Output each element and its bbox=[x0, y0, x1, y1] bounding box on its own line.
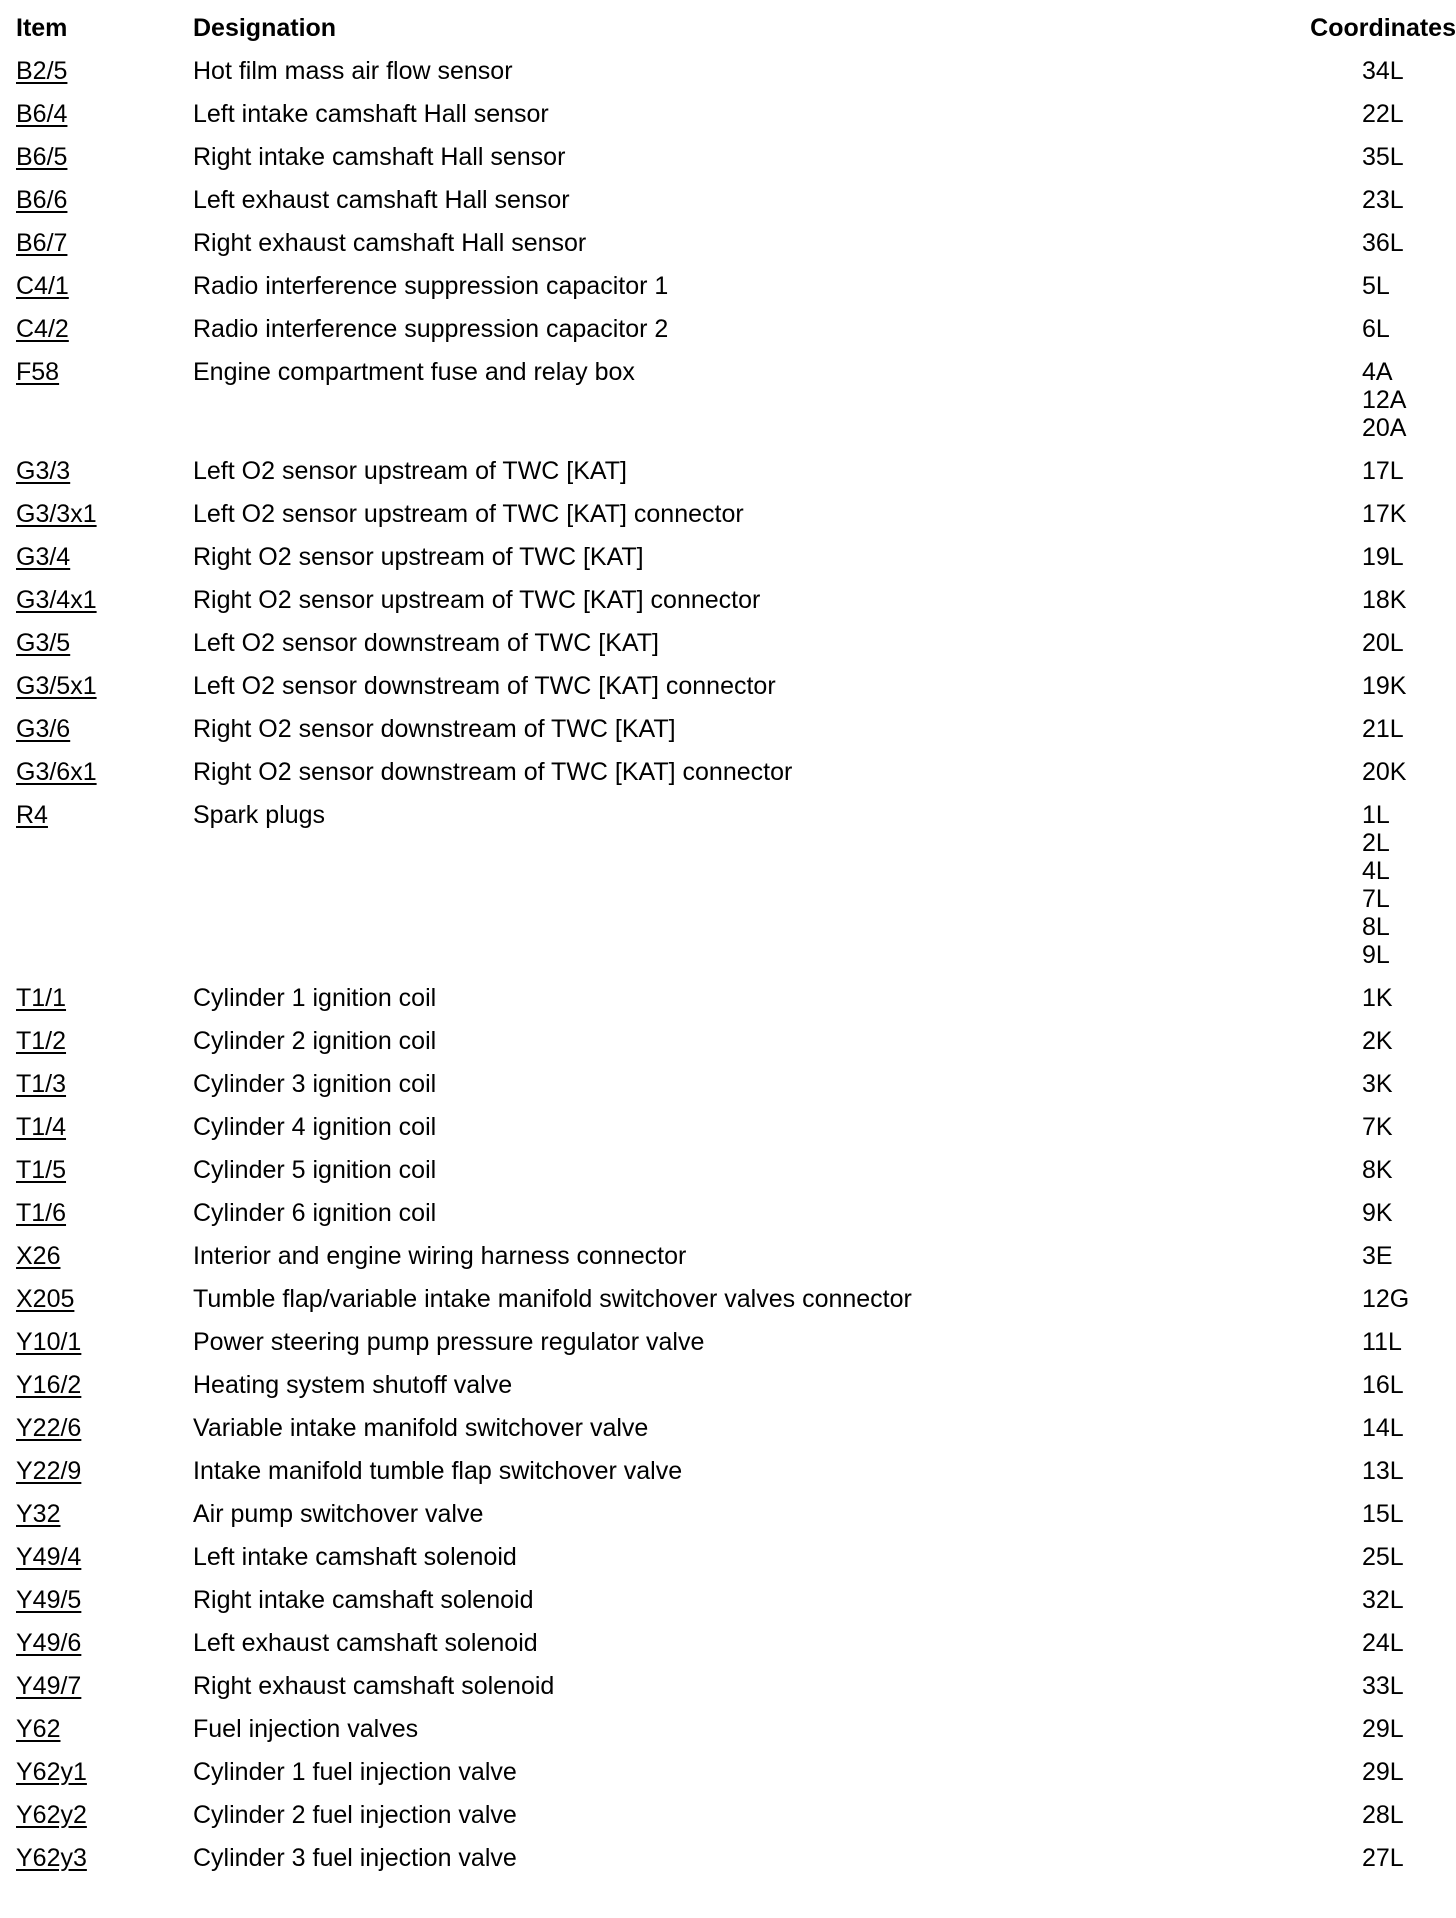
coordinate-value: 14L bbox=[1362, 1414, 1404, 1442]
coordinates-cell bbox=[1300, 586, 1456, 629]
item-cell bbox=[0, 586, 193, 629]
coordinate-value: 6L bbox=[1362, 315, 1390, 343]
item-link[interactable]: Y62y1 bbox=[16, 1758, 87, 1786]
item-link[interactable]: B2/5 bbox=[16, 57, 68, 85]
designation-cell: Spark plugs bbox=[193, 801, 326, 829]
designation-cell: Left exhaust camshaft solenoid bbox=[193, 1629, 538, 1657]
table-row bbox=[0, 143, 1456, 186]
table-row bbox=[0, 457, 1456, 500]
coordinate-value: 2L bbox=[1362, 829, 1390, 857]
item-cell bbox=[0, 1027, 193, 1070]
table-row bbox=[0, 1199, 1456, 1242]
table-row bbox=[0, 1629, 1456, 1672]
table-row bbox=[0, 500, 1456, 543]
designation-cell: Radio interference suppression capacitor 1 bbox=[193, 272, 669, 300]
coordinate-value: 20L bbox=[1362, 629, 1404, 657]
coordinate-value: 4L bbox=[1362, 857, 1390, 885]
item-link[interactable]: G3/6 bbox=[16, 715, 71, 743]
designation-cell: Power steering pump pressure regulator valve bbox=[193, 1328, 705, 1356]
coordinate-value: 1K bbox=[1362, 984, 1393, 1012]
coordinate-value: 22L bbox=[1362, 100, 1404, 128]
item-cell bbox=[0, 715, 193, 758]
coordinate-value: 4A bbox=[1362, 358, 1393, 386]
designation-cell: Cylinder 3 fuel injection valve bbox=[193, 1844, 517, 1872]
table-row bbox=[0, 1543, 1456, 1586]
item-cell bbox=[0, 315, 193, 358]
item-cell bbox=[0, 1070, 193, 1113]
designation-cell: Radio interference suppression capacitor 2 bbox=[193, 315, 669, 343]
item-link[interactable]: Y49/4 bbox=[16, 1543, 82, 1571]
coordinates-cell bbox=[1300, 1500, 1456, 1543]
item-link[interactable]: T1/6 bbox=[16, 1199, 67, 1227]
designation-cell: Left O2 sensor upstream of TWC [KAT] connector bbox=[193, 500, 744, 528]
designation-cell: Right intake camshaft solenoid bbox=[193, 1586, 534, 1614]
coordinates-cell bbox=[1300, 801, 1456, 984]
designation-cell: Cylinder 5 ignition coil bbox=[193, 1156, 437, 1184]
coordinate-value: 20A bbox=[1362, 414, 1407, 442]
designation-cell: Right intake camshaft Hall sensor bbox=[193, 143, 566, 171]
coordinates-cell bbox=[1300, 1285, 1456, 1328]
coordinate-value: 25L bbox=[1362, 1543, 1404, 1571]
designation-cell: Right O2 sensor upstream of TWC [KAT] bbox=[193, 543, 644, 571]
item-link[interactable]: X205 bbox=[16, 1285, 75, 1313]
item-cell bbox=[0, 57, 193, 100]
coordinates-cell bbox=[1300, 1070, 1456, 1113]
table-row bbox=[0, 57, 1456, 100]
item-cell bbox=[0, 1844, 193, 1887]
item-cell bbox=[0, 1543, 193, 1586]
table-row bbox=[0, 1113, 1456, 1156]
table-row bbox=[0, 358, 1456, 457]
item-link[interactable]: G3/5 bbox=[16, 629, 71, 657]
item-link[interactable]: Y10/1 bbox=[16, 1328, 82, 1356]
designation-cell: Cylinder 6 ignition coil bbox=[193, 1199, 437, 1227]
item-cell bbox=[0, 186, 193, 229]
coordinate-value: 29L bbox=[1362, 1715, 1404, 1743]
item-link[interactable]: B6/6 bbox=[16, 186, 68, 214]
coordinate-value: 23L bbox=[1362, 186, 1404, 214]
item-link[interactable]: G3/5x1 bbox=[16, 672, 97, 700]
table-row bbox=[0, 984, 1456, 1027]
coordinates-cell bbox=[1300, 1371, 1456, 1414]
item-cell bbox=[0, 1328, 193, 1371]
item-cell bbox=[0, 1113, 193, 1156]
item-cell bbox=[0, 500, 193, 543]
table-row bbox=[0, 1156, 1456, 1199]
designation-cell: Right O2 sensor upstream of TWC [KAT] connector bbox=[193, 586, 761, 614]
coordinate-value: 8L bbox=[1362, 913, 1390, 941]
designation-cell: Left intake camshaft solenoid bbox=[193, 1543, 517, 1571]
designation-cell: Left exhaust camshaft Hall sensor bbox=[193, 186, 570, 214]
coordinate-value: 9K bbox=[1362, 1199, 1393, 1227]
item-cell bbox=[0, 100, 193, 143]
item-link[interactable]: T1/1 bbox=[16, 984, 67, 1012]
coordinate-value: 20K bbox=[1362, 758, 1407, 786]
item-cell bbox=[0, 758, 193, 801]
designation-cell: Cylinder 2 fuel injection valve bbox=[193, 1801, 517, 1829]
item-cell bbox=[0, 143, 193, 186]
item-link[interactable]: Y49/7 bbox=[16, 1672, 82, 1700]
coordinates-cell bbox=[1300, 672, 1456, 715]
coordinate-value: 24L bbox=[1362, 1629, 1404, 1657]
table-row bbox=[0, 1844, 1456, 1887]
coordinate-value: 33L bbox=[1362, 1672, 1404, 1700]
coordinate-value: 12A bbox=[1362, 386, 1407, 414]
table-row bbox=[0, 1328, 1456, 1371]
item-cell bbox=[0, 1414, 193, 1457]
coordinate-value: 17K bbox=[1362, 500, 1407, 528]
item-cell bbox=[0, 1629, 193, 1672]
coordinate-value: 8K bbox=[1362, 1156, 1393, 1184]
coordinates-cell bbox=[1300, 1457, 1456, 1500]
coordinates-cell bbox=[1300, 1801, 1456, 1844]
coordinates-cell bbox=[1300, 1672, 1456, 1715]
coordinate-value: 16L bbox=[1362, 1371, 1404, 1399]
designation-cell: Cylinder 1 ignition coil bbox=[193, 984, 437, 1012]
designation-cell: Cylinder 4 ignition coil bbox=[193, 1113, 437, 1141]
item-cell bbox=[0, 801, 193, 984]
item-cell bbox=[0, 1242, 193, 1285]
coordinate-value: 15L bbox=[1362, 1500, 1404, 1528]
table-row bbox=[0, 672, 1456, 715]
table-row bbox=[0, 1242, 1456, 1285]
item-link[interactable]: R4 bbox=[16, 801, 48, 829]
coordinates-cell bbox=[1300, 1629, 1456, 1672]
item-link[interactable]: F58 bbox=[16, 358, 60, 386]
item-link[interactable]: B6/7 bbox=[16, 229, 68, 257]
coordinates-column-header: Coordinates bbox=[1310, 14, 1456, 42]
coordinates-cell bbox=[1300, 500, 1456, 543]
item-cell bbox=[0, 1156, 193, 1199]
coordinate-value: 13L bbox=[1362, 1457, 1404, 1485]
item-link[interactable]: Y16/2 bbox=[16, 1371, 82, 1399]
coordinates-cell bbox=[1300, 1328, 1456, 1371]
table-row bbox=[0, 100, 1456, 143]
coordinate-value: 29L bbox=[1362, 1758, 1404, 1786]
table-row bbox=[0, 1371, 1456, 1414]
item-link[interactable]: Y22/6 bbox=[16, 1414, 82, 1442]
item-link[interactable]: T1/4 bbox=[16, 1113, 67, 1141]
item-link[interactable]: T1/2 bbox=[16, 1027, 67, 1055]
table-row bbox=[0, 1801, 1456, 1844]
item-column-header: Item bbox=[16, 14, 68, 42]
item-link[interactable]: G3/3x1 bbox=[16, 500, 97, 528]
item-cell bbox=[0, 1285, 193, 1328]
designation-cell: Intake manifold tumble flap switchover valve bbox=[193, 1457, 683, 1485]
item-cell bbox=[0, 1586, 193, 1629]
table-row bbox=[0, 1758, 1456, 1801]
item-link[interactable]: Y62y2 bbox=[16, 1801, 87, 1829]
coordinates-cell bbox=[1300, 543, 1456, 586]
designation-cell: Right exhaust camshaft solenoid bbox=[193, 1672, 555, 1700]
item-cell bbox=[0, 984, 193, 1027]
coordinate-value: 17L bbox=[1362, 457, 1404, 485]
coordinates-cell bbox=[1300, 1543, 1456, 1586]
coordinates-cell bbox=[1300, 715, 1456, 758]
coordinates-cell bbox=[1300, 758, 1456, 801]
table-row bbox=[0, 1715, 1456, 1758]
table-row bbox=[0, 1027, 1456, 1070]
table-row bbox=[0, 1285, 1456, 1328]
coordinate-value: 11L bbox=[1362, 1328, 1402, 1356]
legend-rows bbox=[0, 57, 1456, 1887]
item-link[interactable]: B6/4 bbox=[16, 100, 68, 128]
item-cell bbox=[0, 1715, 193, 1758]
designation-cell: Variable intake manifold switchover valve bbox=[193, 1414, 649, 1442]
coordinates-cell bbox=[1300, 1586, 1456, 1629]
coordinates-cell bbox=[1300, 186, 1456, 229]
designation-cell: Left O2 sensor downstream of TWC [KAT] connector bbox=[193, 672, 776, 700]
table-row bbox=[0, 1414, 1456, 1457]
item-link[interactable]: G3/4 bbox=[16, 543, 71, 571]
coordinates-cell bbox=[1300, 1199, 1456, 1242]
designation-cell: Engine compartment fuse and relay box bbox=[193, 358, 635, 386]
coordinates-cell bbox=[1300, 1715, 1456, 1758]
coordinate-value: 27L bbox=[1362, 1844, 1404, 1872]
coordinate-value: 36L bbox=[1362, 229, 1404, 257]
coordinate-value: 3E bbox=[1362, 1242, 1393, 1270]
coordinates-cell bbox=[1300, 457, 1456, 500]
item-cell bbox=[0, 629, 193, 672]
item-link[interactable]: Y49/5 bbox=[16, 1586, 82, 1614]
header-row bbox=[0, 0, 1456, 57]
coordinates-cell bbox=[1300, 143, 1456, 186]
coordinate-value: 28L bbox=[1362, 1801, 1404, 1829]
designation-cell: Air pump switchover valve bbox=[193, 1500, 484, 1528]
coordinates-cell bbox=[1300, 1758, 1456, 1801]
item-cell bbox=[0, 1758, 193, 1801]
designation-cell: Interior and engine wiring harness connector bbox=[193, 1242, 687, 1270]
table-row bbox=[0, 586, 1456, 629]
coordinate-value: 35L bbox=[1362, 143, 1404, 171]
coordinates-cell bbox=[1300, 272, 1456, 315]
coordinate-value: 21L bbox=[1362, 715, 1404, 743]
item-link[interactable]: X26 bbox=[16, 1242, 61, 1270]
coordinate-value: 12G bbox=[1362, 1285, 1410, 1313]
designation-cell: Hot film mass air flow sensor bbox=[193, 57, 513, 85]
coordinates-cell bbox=[1300, 229, 1456, 272]
coordinates-cell bbox=[1300, 1844, 1456, 1887]
coordinate-value: 18K bbox=[1362, 586, 1407, 614]
item-cell bbox=[0, 1199, 193, 1242]
item-cell bbox=[0, 272, 193, 315]
coordinates-cell bbox=[1300, 358, 1456, 457]
table-row bbox=[0, 315, 1456, 358]
item-link[interactable]: Y62 bbox=[16, 1715, 61, 1743]
table-row bbox=[0, 1070, 1456, 1113]
table-row bbox=[0, 1500, 1456, 1543]
coordinates-cell bbox=[1300, 984, 1456, 1027]
table-row bbox=[0, 229, 1456, 272]
item-link[interactable]: Y49/6 bbox=[16, 1629, 82, 1657]
coordinate-value: 32L bbox=[1362, 1586, 1404, 1614]
table-row bbox=[0, 1586, 1456, 1629]
coordinate-value: 19L bbox=[1362, 543, 1404, 571]
table-row bbox=[0, 186, 1456, 229]
table-row bbox=[0, 758, 1456, 801]
table-row bbox=[0, 1457, 1456, 1500]
coordinates-cell bbox=[1300, 1113, 1456, 1156]
designation-cell: Left O2 sensor upstream of TWC [KAT] bbox=[193, 457, 627, 485]
item-cell bbox=[0, 543, 193, 586]
designation-cell: Cylinder 2 ignition coil bbox=[193, 1027, 437, 1055]
item-cell bbox=[0, 672, 193, 715]
designation-cell: Cylinder 1 fuel injection valve bbox=[193, 1758, 517, 1786]
designation-cell: Cylinder 3 ignition coil bbox=[193, 1070, 437, 1098]
designation-cell: Left intake camshaft Hall sensor bbox=[193, 100, 549, 128]
item-cell bbox=[0, 1457, 193, 1500]
item-cell bbox=[0, 1672, 193, 1715]
coordinate-value: 9L bbox=[1362, 941, 1390, 969]
coordinate-value: 19K bbox=[1362, 672, 1407, 700]
coordinates-cell bbox=[1300, 1156, 1456, 1199]
table-row bbox=[0, 629, 1456, 672]
item-link[interactable]: Y22/9 bbox=[16, 1457, 82, 1485]
item-cell bbox=[0, 229, 193, 272]
coordinates-cell bbox=[1300, 629, 1456, 672]
designation-cell: Tumble flap/variable intake manifold switchover valves connector bbox=[193, 1285, 912, 1313]
item-cell bbox=[0, 358, 193, 457]
coordinates-cell bbox=[1300, 100, 1456, 143]
coordinate-value: 1L bbox=[1362, 801, 1390, 829]
designation-cell: Right O2 sensor downstream of TWC [KAT] bbox=[193, 715, 676, 743]
table-row bbox=[0, 543, 1456, 586]
item-link[interactable]: C4/1 bbox=[16, 272, 69, 300]
designation-cell: Right O2 sensor downstream of TWC [KAT] connector bbox=[193, 758, 793, 786]
coordinate-value: 7L bbox=[1362, 885, 1390, 913]
coordinates-cell bbox=[1300, 1242, 1456, 1285]
designation-cell: Right exhaust camshaft Hall sensor bbox=[193, 229, 587, 257]
designation-cell: Heating system shutoff valve bbox=[193, 1371, 513, 1399]
item-link[interactable]: Y32 bbox=[16, 1500, 61, 1528]
designation-cell: Fuel injection valves bbox=[193, 1715, 419, 1743]
coordinate-value: 5L bbox=[1362, 272, 1390, 300]
coordinates-cell bbox=[1300, 57, 1456, 100]
item-link[interactable]: Y62y3 bbox=[16, 1844, 87, 1872]
coordinate-value: 34L bbox=[1362, 57, 1404, 85]
item-link[interactable]: T1/3 bbox=[16, 1070, 67, 1098]
item-cell bbox=[0, 1500, 193, 1543]
item-link[interactable]: B6/5 bbox=[16, 143, 68, 171]
item-link[interactable]: G3/3 bbox=[16, 457, 71, 485]
designation-column-header: Designation bbox=[193, 14, 337, 42]
table-row bbox=[0, 801, 1456, 984]
item-cell bbox=[0, 1801, 193, 1844]
item-cell bbox=[0, 457, 193, 500]
coordinates-cell bbox=[1300, 315, 1456, 358]
item-link[interactable]: G3/4x1 bbox=[16, 586, 97, 614]
item-link[interactable]: T1/5 bbox=[16, 1156, 67, 1184]
coordinates-cell bbox=[1300, 1414, 1456, 1457]
table-row bbox=[0, 272, 1456, 315]
table-row bbox=[0, 1672, 1456, 1715]
coordinate-value: 3K bbox=[1362, 1070, 1393, 1098]
item-link[interactable]: G3/6x1 bbox=[16, 758, 97, 786]
coordinates-cell bbox=[1300, 1027, 1456, 1070]
designation-cell: Left O2 sensor downstream of TWC [KAT] bbox=[193, 629, 659, 657]
coordinate-value: 7K bbox=[1362, 1113, 1393, 1141]
coordinate-value: 2K bbox=[1362, 1027, 1393, 1055]
item-link[interactable]: C4/2 bbox=[16, 315, 69, 343]
table-row bbox=[0, 715, 1456, 758]
item-cell bbox=[0, 1371, 193, 1414]
